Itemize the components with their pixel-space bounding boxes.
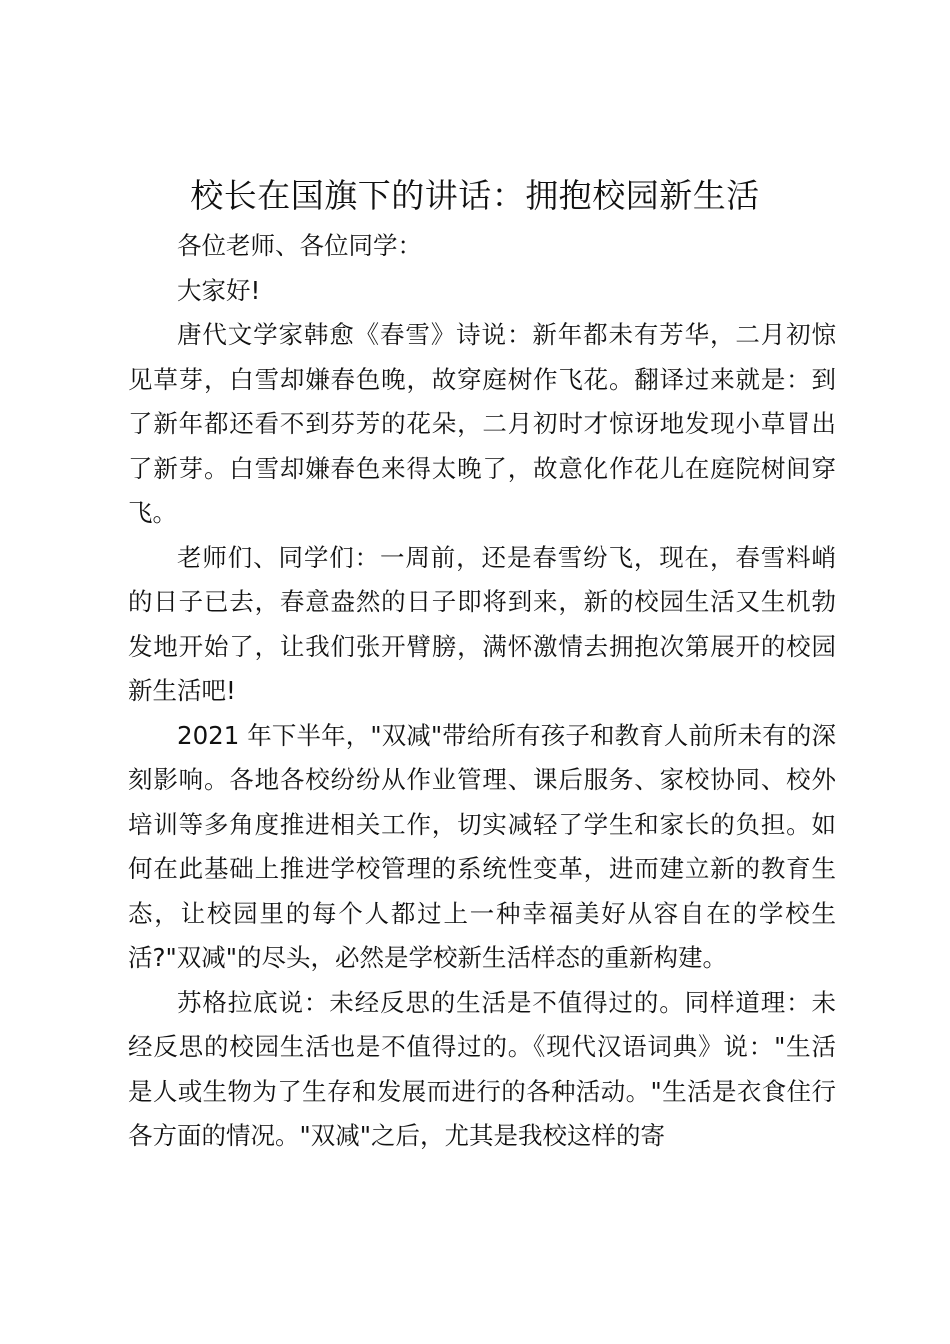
paragraph-poem: 唐代文学家韩愈《春雪》诗说：新年都未有芳华，二月初惊见草芽，白雪却嫌春色晚，故穿庭树作飞花。翻译过来就是：到了新年都还看不到芬芳的花朵，二月初时才惊讶地发现小草冒出了新芽。白雪却嫌春色来得太晚了，故意化作花儿在庭院树间穿飞。 <box>128 320 836 527</box>
paragraph-double-reduction: 2021 年下半年，"双减"带给所有孩子和教育人前所未有的深刻影响。各地各校纷纷从作业管理、课后服务、家校协同、校外培训等多角度推进相关工作，切实减轻了学生和家长的负担。如何在此基础上推进学校管理的系统性变革，进而建立新的教育生态，让校园里的每个人都过上一种幸福美好从容自在的学校生活?"双减"的尽头，必然是学校新生活样态的重新构建。 <box>128 720 836 972</box>
paragraph-hello: 大家好! <box>177 275 261 305</box>
document-body <box>128 224 836 1159</box>
document-title: 校长在国旗下的讲话：拥抱校园新生活 <box>190 176 760 215</box>
paragraph-greeting: 各位老师、各位同学： <box>177 231 422 260</box>
paragraph-spring: 老师们、同学们：一周前，还是春雪纷飞，现在，春雪料峭的日子已去，春意盎然的日子即将到来，新的校园生活又生机勃发地开始了，让我们张开臂膀，满怀激情去拥抱次第展开的校园新生活吧! <box>128 542 836 705</box>
paragraph-socrates: 苏格拉底说：未经反思的生活是不值得过的。同样道理：未经反思的校园生活也是不值得过的。《现代汉语词典》说："生活是人或生物为了生存和发展而进行的各种活动。"生活是衣食住行各方面的情况。"双减"之后，尤其是我校这样的寄 <box>128 987 836 1150</box>
